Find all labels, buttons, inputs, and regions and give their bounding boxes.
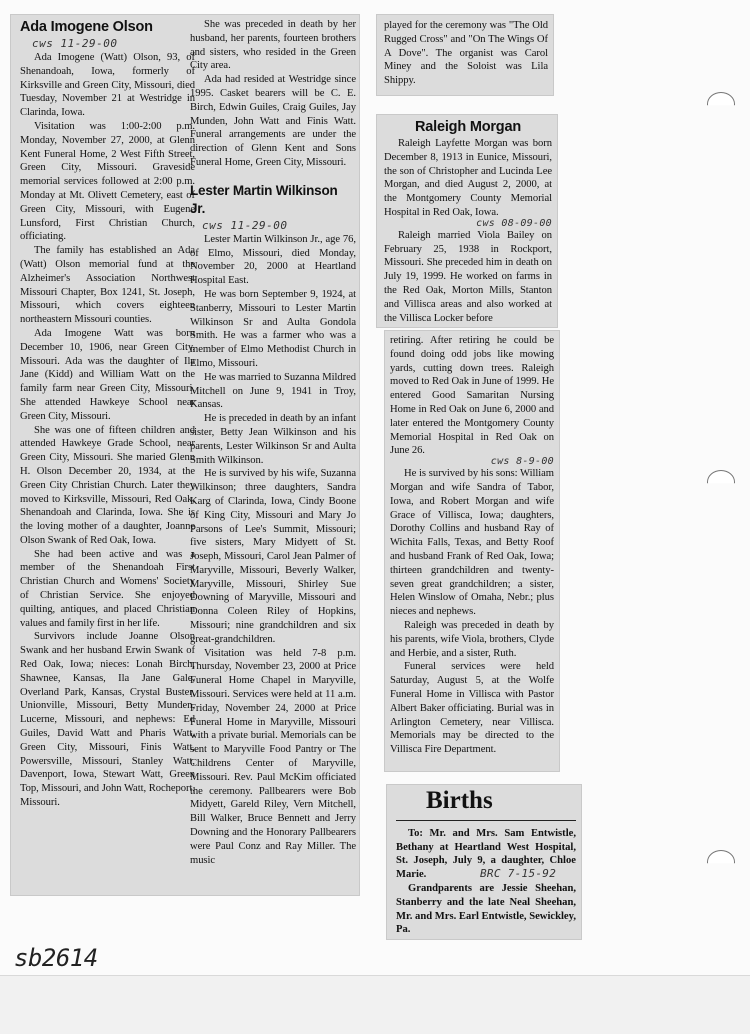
births-divider	[396, 820, 576, 821]
wilkinson-paragraph: He was married to Suzanna Mildred Mitchell on June 9, 1941 in Troy, Kansas.	[190, 371, 356, 411]
wilkinson-paragraph: He is preceded in death by an infant sister, Betty Jean Wilkinson and his parents, Lester Wilkinson Sr and Aulta Smith Wilkinson.	[190, 413, 356, 466]
births-title: Births	[426, 787, 493, 814]
morgan-handwritten-date-2: cws 8-9-00	[490, 456, 554, 468]
wilkinson-title: Lester Martin Wilkinson Jr.	[190, 182, 338, 216]
wilkinson-paragraph: He was born September 9, 1924, at Stanberry, Missouri to Lester Martin Wilkinson Sr and Aulta Gondola Smith. He was a farmer who was a member of Elmo Methodist Church in Elmo, Missouri.	[190, 288, 356, 369]
olson-paragraph: Visitation was 1:00-2:00 p.m. Monday, November 27, 2000, at Glenn Kent Funeral Home, 2 West Fifth Street, Green City, Missouri. Graveside memorial services followed at 2:00 p.m. Monday at Mt. Olivett Cemetery, east of Green City, Missouri, with Eugene Lunsford, First Christian Church, officiating.	[20, 120, 195, 243]
births-handwritten-date: BRC 7-15-92	[480, 867, 557, 881]
olson-paragraph: Ada had resided at Westridge since 1995. Casket bearers will be C. E. Birch, Edwin Guiles, Craig Guiles, Jay Munden, John Watt and Finis Watt. Funeral arrangements are under the direction of Glenn Kent and Sons Funeral Home, Green City, Missouri.	[190, 74, 356, 168]
morgan-paragraph: Raleigh married Viola Bailey on February 25, 1938 in Rockport, Missouri. She preceded him in death on July 19, 1999. He worked on farms in the Red Oak, Morton Mills, Stanton and Villisca areas and also worked at the Villisca Locker before	[384, 229, 552, 324]
clipping-wilkinson-continued	[376, 14, 554, 96]
wilkinson-handwritten-date: cws 11-29-00	[202, 218, 288, 232]
olson-column	[20, 18, 195, 894]
births-announcement: To: Mr. and Mrs. Sam Entwistle, Bethany at Heartland West Hospital, St. Joseph, July 9, a daughter, Chloe Marie.	[396, 828, 576, 880]
morgan-paragraph: Funeral services were held Saturday, August 5, at the Wolfe Funeral Home in Villisca with Pastor Albert Baker officiating. Burial was in Arlington Cemetery, near Villisca. Memorials may be directed to the Villisca Fire Department.	[390, 661, 554, 756]
wilkinson-paragraph: He is survived by his wife, Suzanna Wilkinson; three daughters, Sandra Karg of Clarinda, Iowa, Cindy Boone of King City, Missouri and Mary Jo Parsons of Lee's Summit, Missouri; five sisters, Mary Midyett of St. Joseph, Missouri, Carol Jean Palmer of Maryville, Missouri, Beverly Walker, Maryville, Missouri, Shirley Sue Downing of Maryville, Missouri and Donna Coleen Riley of Hopkins, Missouri; nine grandchildren and six great-grandchildren.	[190, 468, 356, 645]
wilkinson-paragraph: Visitation was held 7-8 p.m. Thursday, November 23, 2000 at Price Funeral Home Chapel in Maryville, Missouri. Services were held at 11 a.m. Friday, November 24, 2000 at Price Funeral Home in Maryville, Missouri with a private burial. Memorials can be sent to Maryville Food Pantry or The Childrens Center of Maryville, Missouri. Rev. Paul McKim officiated the ceremony. Pallbearers were Bob Midyett, Gareld Riley, Vern Mitchell, Bill Walker, Bruce Bennett and Jerry Downing and the Honorary Pallbearers were Paul Conz and Ray Miller. The music	[190, 647, 356, 866]
olson-paragraph: Ada Imogene (Watt) Olson, 93, of Shenandoah, Iowa, formerly of Kirksville and Green City, Missouri, died Tuesday, November 21 at Westridge in Clarinda, Iowa.	[20, 52, 195, 119]
morgan-paragraph: retiring. After retiring he could be found doing odd jobs like mowing yards, cutting down trees. Raleigh moved to Red Oak in June of 1999. He entered Good Samaritan Nursing Home in Red Oak on June 6, 2000 and later entered the Montgomery County Memorial Hospital in Red Oak on June 26.	[390, 335, 554, 457]
wilkinson-paragraph: Lester Martin Wilkinson Jr., age 76, of Elmo, Missouri, died Monday, November 20, 2000 at Heartland Hospital East.	[190, 233, 356, 287]
margin-handwritten-note: sb2614	[14, 944, 98, 972]
births-grandparents: Grandparents are Jessie Sheehan, Stanberry and the late Neal Sheehan, Mr. and Mrs. Earl Entwistle, Sewickley, Pa.	[396, 883, 576, 936]
morgan-column-continued	[390, 334, 554, 770]
page-edge	[0, 975, 750, 1034]
clipping-olson-wilkinson	[10, 14, 360, 896]
olson-paragraph: Survivors include Joanne Olson Swank and her husband Erwin Swank of Red Oak, Iowa; nieces: Lonah Birch, Shawnee, Kansas, Ila Jane Gale, Overland Park, Kansas, Crystal Buster, Unionville, Missouri, Betty Munden, Lucerne, Missouri, and nephews: Ed Guiles, David Watt and Pharis Watt, Green City, Missouri, Finis Watt, Powersville, Missouri, Stanley Watt, Davenport, Iowa, Stewart Watt, Green Top, Missouri, and John Watt, Rocheport, Missouri.	[20, 631, 195, 809]
wilkinson-paragraph: played for the ceremony was "The Old Rugged Cross" and "On The Wings Of A Dove". The organist was Carol Miney and the Soloist was Lila Shippy.	[384, 20, 548, 87]
olson-paragraph: She had been active and was a member of the Shenandoah First Christian Church and Womens' Society of Christian Service. She enjoyed quilting, antiques, and placed Christian values and family first in her life.	[20, 548, 195, 629]
births-column	[396, 786, 576, 938]
morgan-handwritten-date: cws 08-09-00	[476, 217, 552, 229]
morgan-title: Raleigh Morgan	[415, 119, 521, 135]
olson-handwritten-date: cws 11-29-00	[32, 37, 118, 50]
morgan-paragraph: Raleigh Layfette Morgan was born December 8, 1913 in Eunice, Missouri, the son of Christopher and Lucinda Lee Morgan, and died August 2, 2000, at the Montgomery County Memorial Hospital in Red Oak, Iowa.	[384, 138, 552, 218]
second-column	[190, 18, 356, 894]
morgan-paragraph: He is survived by his sons: William Morgan and wife Sandra of Tabor, Iowa, and Robert Morgan and wife Grace of Villisca, Iowa; daughters, Dorothy Collins and husband Ray of Wichita Falls, Texas, and Betty Roof and husband Frank of Red Oak, Iowa; thirteen grandchildren and twenty-seven great grandchildren; a sister, Helen Winslow of Omaha, Nebr.; plus nieces and nephews.	[390, 468, 554, 618]
olson-paragraph: Ada Imogene Watt was born December 10, 1906, near Green City, Missouri. Ada was the daughter of Ila Jane (Kidd) and William Watt on the family farm near Green City, Missouri. She attended Hawkeye School near Green City, Missouri.	[20, 327, 195, 422]
olson-title: Ada Imogene Olson	[20, 19, 153, 35]
olson-paragraph: The family has established an Ada (Watt) Olson memorial fund at the Alzheimer's Association Northwest Missouri Chapter, Box 1241, St. Joseph, Missouri, which covers eighteen northeastern Missouri counties.	[20, 245, 195, 326]
olson-paragraph: She was preceded in death by her husband, her parents, fourteen brothers and sisters, who resided in the Green City area.	[190, 19, 356, 72]
wilkinson-continued-column	[384, 19, 548, 95]
clipping-morgan-top	[376, 114, 558, 328]
clipping-births	[386, 784, 582, 940]
olson-paragraph: She was one of fifteen children and attended Hawkeye Grade School, near Green City, Missouri. She maried Glenn H. Olson December 20, 1934, at the Green City Christian Church. Later they moved to Kirksville, Missouri, Red Oak, Shenandoah and Clarinda, Iowa. She is the loving mother of a daughter, Joanne Olson Swank of Red Oak, Iowa.	[20, 424, 195, 546]
morgan-paragraph: Raleigh was preceded in death by his parents, wife Viola, brothers, Clyde and Herbie, and a sister, Ruth.	[390, 619, 554, 659]
morgan-column-top	[384, 118, 552, 326]
clipping-morgan-continued	[384, 330, 560, 772]
